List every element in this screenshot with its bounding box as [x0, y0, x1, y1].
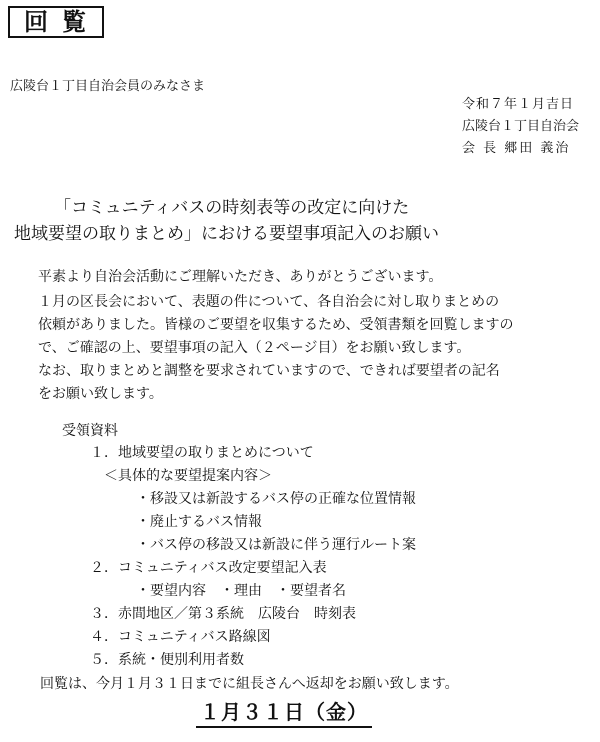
- material-bullet: ・廃止するバス情報: [136, 514, 262, 530]
- body-line: なお、取りまとめと調整を要求されていますので、できれば要望者の記名: [38, 363, 500, 379]
- return-deadline: １月３１日（金）: [196, 696, 372, 728]
- body-line: をお願い致します。: [38, 386, 163, 402]
- material-bullet: ・要望内容 ・理由 ・要望者名: [136, 583, 346, 599]
- document-title-line-1: 「コミュニティバスの時刻表等の改定に向けた: [54, 198, 410, 218]
- material-item: ２．コミュニティバス改定要望記入表: [90, 560, 327, 576]
- material-item: ３．赤間地区／第３系統 広陵台 時刻表: [90, 606, 356, 622]
- body-line: で、ご確認の上、要望事項の記入（２ページ目）をお願い致します。: [38, 340, 471, 356]
- material-item: ４．コミュニティバス路線図: [90, 629, 271, 645]
- sender-name: 会 長 郷田 義治: [462, 141, 571, 156]
- document-title-line-2: 地域要望の取りまとめ」における要望事項記入のお願い: [14, 224, 439, 244]
- material-bullet: ・バス停の移設又は新設に伴う運行ルート案: [136, 537, 416, 553]
- body-line: 平素より自治会活動にご理解いただき、ありがとうございます。: [38, 269, 443, 285]
- issue-date: 令和７年１月吉日: [462, 97, 575, 112]
- material-item: ５．系統・便別利用者数: [90, 652, 244, 668]
- material-item: １．地域要望の取りまとめについて: [90, 445, 314, 461]
- material-subheading: ＜具体的な要望提案内容＞: [104, 468, 272, 484]
- body-line: １月の区長会において、表題の件について、各自治会に対し取りまとめの: [38, 294, 500, 310]
- materials-heading: 受領資料: [62, 423, 118, 439]
- addressee: 広陵台１丁目自治会員のみなさま: [10, 79, 206, 94]
- sender-organization: 広陵台１丁目自治会: [462, 119, 580, 134]
- circular-label-box: 回覧: [8, 6, 104, 38]
- return-notice: 回覧は、今月１月３１日までに組長さんへ返却をお願い致します。: [40, 676, 459, 692]
- body-line: 依頼がありました。皆様のご要望を収集するため、受領書類を回覧しますの: [38, 317, 514, 333]
- material-bullet: ・移設又は新設するバス停の正確な位置情報: [136, 491, 416, 507]
